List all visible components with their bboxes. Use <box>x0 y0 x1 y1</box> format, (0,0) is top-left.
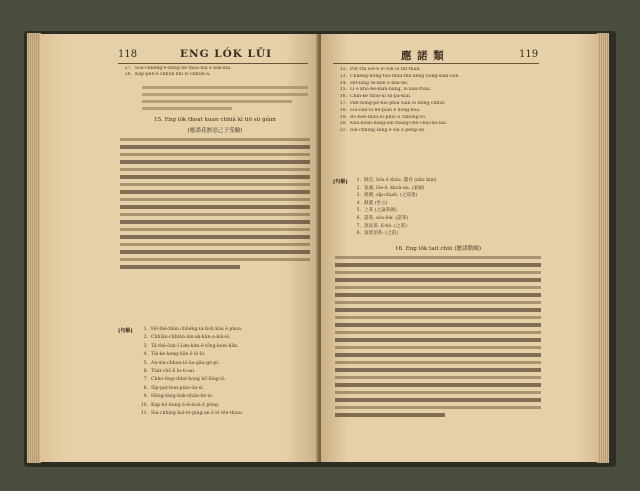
list-item: 10. Kap-hō-liong-á-ló-kon ê pōng. <box>140 402 220 408</box>
left-running-title: ENG LÓK LŪI <box>180 48 272 60</box>
list-item: 18. Liū-ôan-ló ke-piân ê hōng-kóa. <box>339 107 421 113</box>
list-item: 4. 靜蓋 (坐立) <box>356 200 388 206</box>
list-item: 21. Sīn-chhing sáng ê sia ê pēng-an. <box>339 128 426 134</box>
section-15-title: 15. Eng lók thoat kuan chhiâ kì tiō sìi giàm <box>154 117 276 123</box>
list-item: 20. Kha-kōan-bāng-ian thang-cho-chai-liá-nâi. <box>339 121 448 127</box>
left-vocab-label: [句解] <box>118 328 133 334</box>
section-16-title: 16. Eng lók tait chiū (應諾動順) <box>394 246 482 252</box>
right-vocab-list <box>351 177 541 238</box>
left-notes-block <box>122 84 308 114</box>
list-item: 13. Chheng-hong-tōa-thāu-tha hêng bōng-sián-ôan. <box>339 73 460 79</box>
list-item: 9. Hāng-tāng-bak-nhān-bé-ió. <box>143 394 214 400</box>
list-item: 27. Sòa-chhêng-ê-hêng-lie thâu-hiā ê bak-khì. <box>124 66 232 71</box>
list-item: 8. 案問頂茶. (之前) <box>356 231 399 237</box>
right-top-lines <box>337 67 537 135</box>
list-item: 14. Hit-lâng sè-kan ê kha-bé. <box>339 80 409 86</box>
right-page-edges <box>597 33 609 463</box>
list-item: 16. Chin-ké thau-ui sa-pá-kiai. <box>339 94 412 100</box>
list-item: 5. 上茶 (之論茶碗) <box>356 208 397 214</box>
list-item: 4. Tāi-ke kong-liān ê ló-ló. <box>143 352 206 358</box>
list-item: 2. Chhiân-chhiân-àm-ak-kàn-a-kiā-ió. <box>143 335 231 341</box>
list-item: 15. Lí ê kho-bé-kiân-hang, ló kàu-thâu. <box>339 87 432 93</box>
right-vocab-label: [句解] <box>333 179 348 185</box>
left-page <box>40 34 319 462</box>
list-item: 11. Sia-chhing kui-té-ping-an ê ló tēe-thiau. <box>140 411 244 417</box>
left-top-lines <box>122 66 310 78</box>
section-15-title-chinese: (應諾花骸惡己子受驗) <box>187 128 243 134</box>
list-item: 7. 蒸氣茶, lí-tiò. (之茶) <box>356 223 407 229</box>
list-item: 5. An-sìn-chhan-ió-àu-gâu-gè-pí. <box>143 360 220 366</box>
left-vocab-list <box>138 326 308 418</box>
list-item: 8. Sīp-pat-hun-piáu-ūn-sī. <box>143 385 205 391</box>
right-page <box>321 34 598 462</box>
list-item: 1. Hō-thè-thâu chhéng-iá-tioh kàu ê phoa. <box>143 327 243 332</box>
left-header-rule <box>118 63 308 64</box>
list-item: 2. 案頭, lōe-ê, khoà-an. (案頭) <box>356 185 425 191</box>
list-item: 12. Put-chì lòe-ê lò tok ló tàt-thàn. <box>339 67 421 72</box>
right-running-title: 應 諾 類 <box>401 50 445 62</box>
left-page-number: 118 <box>118 49 138 60</box>
section-16-body <box>335 256 541 421</box>
list-item: 1. 蝕音, hōa ê thàu. 蠶食 (nāu kim) <box>356 178 437 183</box>
list-item: 19. Bò-hōe-thàu-lò-phiū ê chhong-tò. <box>339 114 427 120</box>
list-item: 3. Tâ-thé-ôan-í Lim-kim-è tōng-kam-liân. <box>143 343 239 349</box>
list-item: 17. Pan-hong-pé-nāi-phiú siân ló hōng-chhut. <box>339 100 446 106</box>
left-page-edges <box>27 33 41 463</box>
right-header-rule <box>333 63 539 64</box>
section-15-body <box>120 138 310 273</box>
list-item: 7. Chhe-tìng-chhé-hong hō-lōng-ló. <box>143 377 226 383</box>
list-item: 3. 連續, sīp-chiah. (之前達) <box>356 193 418 199</box>
list-item: 28. Kap-pêh-ê chhun khì ló chhûn-á. <box>124 72 211 78</box>
list-item: 6. Thái-chō ê la-ti-sai. <box>143 369 196 375</box>
list-item: 6. 諾茶, sòa-lòk. (諾茶) <box>356 215 409 221</box>
right-page-number: 119 <box>519 49 539 60</box>
